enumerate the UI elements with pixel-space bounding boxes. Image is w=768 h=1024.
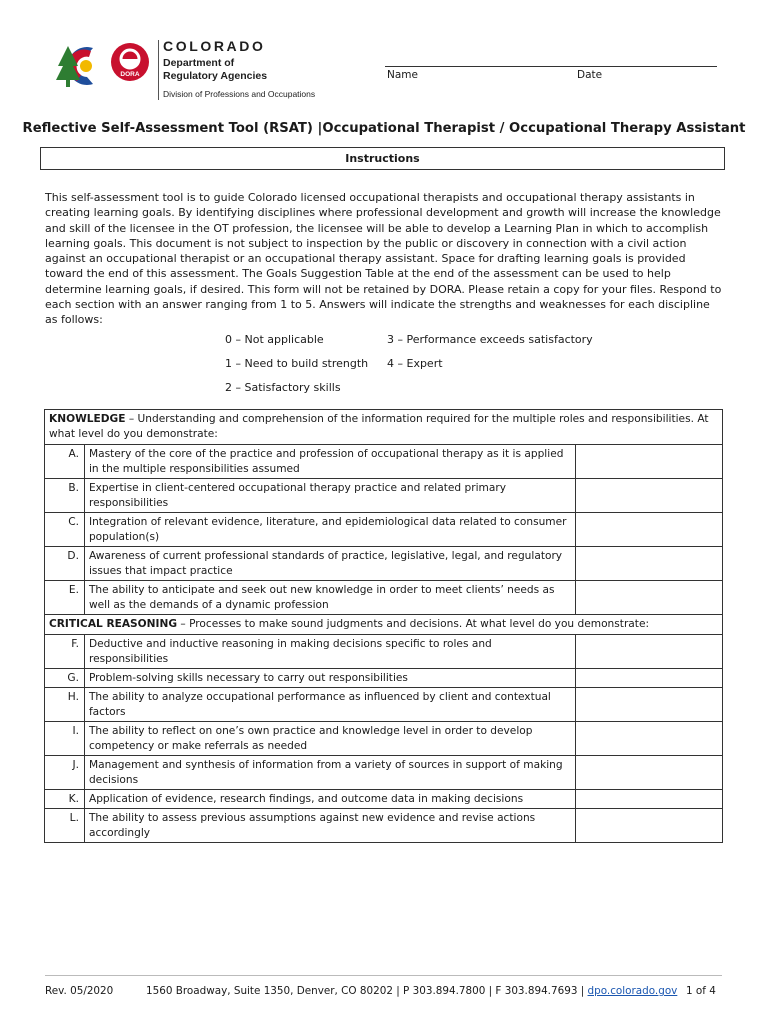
answer-cell[interactable]	[576, 635, 723, 669]
item-text: The ability to assess previous assumptions against new evidence and revise actions accordingly	[84, 809, 575, 843]
dora-badge-text: DORA	[120, 71, 140, 78]
logo-department	[163, 57, 267, 83]
answer-cell[interactable]	[576, 669, 723, 688]
answer-cell[interactable]	[576, 722, 723, 756]
section-header-row	[45, 410, 723, 445]
section-title: KNOWLEDGE	[49, 413, 126, 425]
logo-division: Division of Professions and Occupations	[163, 89, 316, 99]
item-letter: A.	[45, 445, 85, 479]
logo-dept-line2: Regulatory Agencies	[163, 70, 268, 82]
section-header-row	[45, 615, 723, 635]
instructions-heading-text: Instructions	[345, 152, 420, 165]
section-critical-reasoning	[45, 615, 723, 635]
name-date-line[interactable]	[385, 66, 717, 67]
table-row	[45, 581, 723, 615]
item-text: The ability to anticipate and seek out new knowledge in order to meet clients’ needs as well as the demands of a dynamic profession	[84, 581, 575, 615]
answer-cell[interactable]	[576, 479, 723, 513]
assessment-table	[44, 409, 723, 843]
scale-4: 4 – Expert	[387, 357, 443, 370]
item-letter: L.	[45, 809, 85, 843]
footer-address: 1560 Broadway, Suite 1350, Denver, CO 80202 | P 303.894.7800 | F 303.894.7693 |	[146, 985, 588, 997]
footer-revision: Rev. 05/2020	[45, 985, 114, 997]
logo-state-name: COLORADO	[163, 38, 266, 54]
date-label: Date	[577, 69, 603, 81]
table-row	[45, 479, 723, 513]
answer-cell[interactable]	[576, 445, 723, 479]
table-row	[45, 669, 723, 688]
item-letter: G.	[45, 669, 85, 688]
table-row	[45, 445, 723, 479]
answer-cell[interactable]	[576, 790, 723, 809]
intro-paragraph: This self-assessment tool is to guide Colorado licensed occupational therapists and occupational therapy assistants in creating learning goals. By identifying disciplines where professional development and growth will increase the knowledge and skill of the licensee in the OT profession, the licensee will be able to develop a Learning Plan in which to accomplish learning goals. This document is not subject to inspection by the public or discovery in connection with a civil action against an occupational therapist or an occupational therapy assistant. Space for drafting learning goals is provided toward the end of this assessment. The Goals Suggestion Table at the end of the assessment can be used to help determine learning goals, if desired. This form will not be retained by DORA. Please retain a copy for your files. Respond to each section with an answer ranging from 1 to 5. Answers will indicate the strengths and weaknesses for each discipline as follows:	[45, 191, 722, 327]
logo-dept-line1: Department of	[163, 57, 235, 69]
scale-1: 1 – Need to build strength	[225, 357, 369, 370]
item-letter: B.	[45, 479, 85, 513]
instructions-heading	[40, 147, 725, 170]
answer-cell[interactable]	[576, 688, 723, 722]
item-letter: E.	[45, 581, 85, 615]
colorado-dora-logo	[56, 40, 154, 92]
item-text: Management and synthesis of information from a variety of sources in support of making decisions	[84, 756, 575, 790]
item-letter: F.	[45, 635, 85, 669]
scale-3: 3 – Performance exceeds satisfactory	[387, 333, 593, 346]
section-title: CRITICAL REASONING	[49, 618, 178, 630]
table-row	[45, 809, 723, 843]
table-row	[45, 513, 723, 547]
item-letter: H.	[45, 688, 85, 722]
item-text: Integration of relevant evidence, literature, and epidemiological data related to consumer population(s)	[84, 513, 575, 547]
table-row	[45, 547, 723, 581]
name-label: Name	[387, 69, 418, 81]
table-row	[45, 756, 723, 790]
answer-cell[interactable]	[576, 581, 723, 615]
logo-divider	[158, 40, 159, 100]
item-text: Problem-solving skills necessary to carry out responsibilities	[84, 669, 575, 688]
scale-2: 2 – Satisfactory skills	[225, 381, 341, 394]
section-description: – Processes to make sound judgments and decisions. At what level do you demonstrate:	[177, 618, 650, 630]
item-text: Expertise in client-centered occupational therapy practice and related primary responsibilities	[84, 479, 575, 513]
table-row	[45, 722, 723, 756]
item-text: Awareness of current professional standards of practice, legislative, legal, and regulatory issues that impact practice	[84, 547, 575, 581]
item-text: Deductive and inductive reasoning in making decisions specific to roles and responsibilities	[84, 635, 575, 669]
item-text: Application of evidence, research findings, and outcome data in making decisions	[84, 790, 575, 809]
footer-divider	[45, 975, 722, 976]
answer-cell[interactable]	[576, 547, 723, 581]
table-row	[45, 688, 723, 722]
table-row	[45, 790, 723, 809]
item-letter: J.	[45, 756, 85, 790]
page-number: 1 of 4	[686, 985, 716, 997]
table-row	[45, 635, 723, 669]
item-letter: K.	[45, 790, 85, 809]
footer-website-link[interactable]: dpo.colorado.gov	[587, 985, 678, 997]
item-letter: D.	[45, 547, 85, 581]
answer-cell[interactable]	[576, 809, 723, 843]
scale-0: 0 – Not applicable	[225, 333, 324, 346]
section-knowledge	[45, 410, 723, 445]
section-description: – Understanding and comprehension of the information required for the multiple roles and responsibilities. At what level do you demonstrate:	[49, 413, 709, 440]
document-title: Reflective Self-Assessment Tool (RSAT) |Occupational Therapist / Occupational Therapy Assistant	[22, 121, 746, 136]
item-text: The ability to reflect on one’s own practice and knowledge level in order to develop competency or make referrals as needed	[84, 722, 575, 756]
answer-cell[interactable]	[576, 756, 723, 790]
item-text: The ability to analyze occupational performance as influenced by client and contextual factors	[84, 688, 575, 722]
footer-contact	[146, 985, 677, 997]
item-letter: C.	[45, 513, 85, 547]
item-letter: I.	[45, 722, 85, 756]
answer-cell[interactable]	[576, 513, 723, 547]
item-text: Mastery of the core of the practice and profession of occupational therapy as it is applied in the multiple responsibilities assumed	[84, 445, 575, 479]
